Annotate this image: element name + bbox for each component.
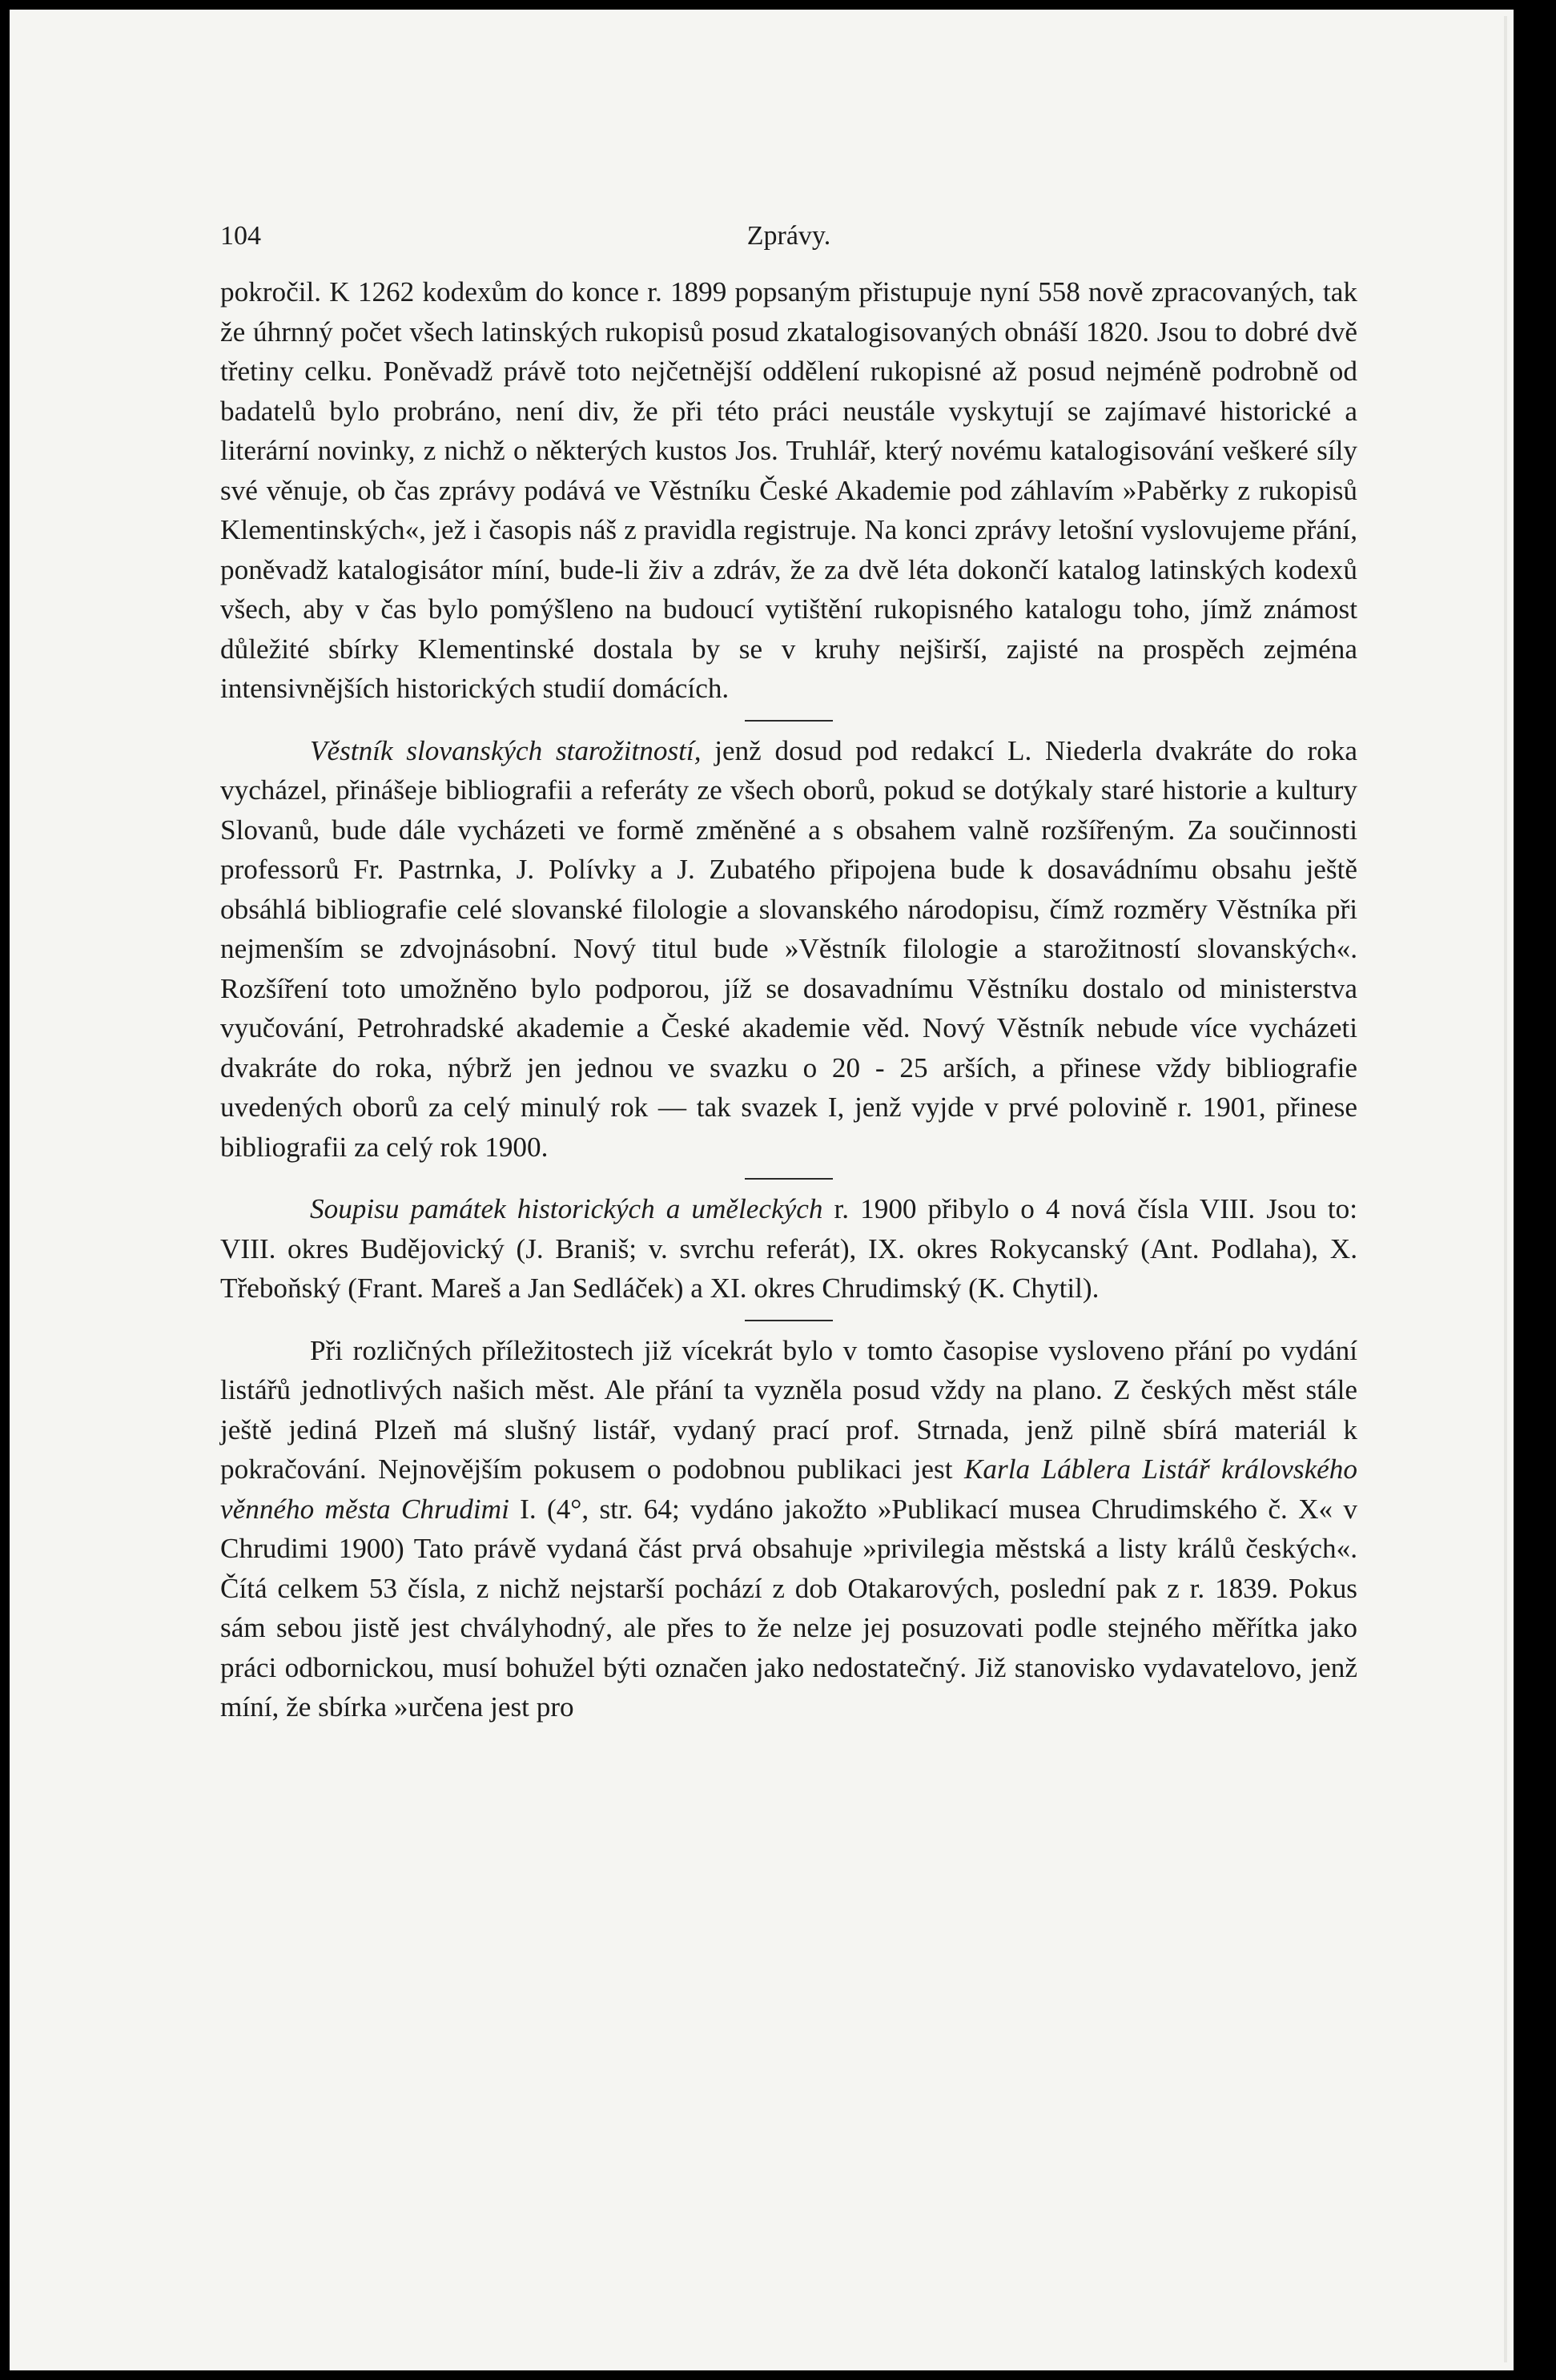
italic-title: Věstník slovanských starožitností, (310, 734, 702, 766)
section-divider (745, 720, 833, 722)
section-divider (745, 1178, 833, 1180)
paragraph-soupis (220, 1189, 1357, 1309)
paragraph-text: pokročil. K 1262 kodexům do konce r. 1899 popsaným přistupuje nyní 558 nově zpracovaných, tak že úhrnný počet všech latinských rukopisů posud zkatalogisovaných obnáší 1820. Jsou to dobré dvě třetiny celku. Poněvadž právě toto nejčetnější oddělení rukopisné až posud nejméně podrobně od badatelů bylo probráno, není div, že při této práci neustále vyskytují se zajímavé historické a literární novinky, z nichž o některých kustos Jos. Truhlář, který novému katalogisování veškeré síly své věnuje, ob čas zprávy podává ve Věstníku České Akademie pod záhlavím »Paběrky z rukopisů Klementinských«, jež i časopis náš z pravidla registruje. Na konci zprávy letošní vyslovujeme přání, poněvadž katalogisátor míní, bude-li živ a zdráv, že za dvě léta dokončí katalog latinských kodexů všech, aby v čas bylo pomýšleno na budoucí vytištění rukopisného katalogu toho, jímž známost důležité sbírky Klementinské dostala by se v kruhy nejširší, zajisté na prospěch zejména intensivnějších historických studií domácích. (220, 276, 1357, 704)
section-divider (745, 1320, 833, 1321)
paragraph-text: r. 1900 přibylo o 4 nová čísla VIII. Jsou to: VIII. okres Budějovický (J. Braniš; v. svrchu referát), IX. okres Rokycanský (Ant. Podlaha), X. Třeboňský (Frant. Mareš a Jan Sedláček) a XI. okres Chrudimský (K. Chytil). (220, 1193, 1357, 1304)
running-title: Zprávy. (746, 221, 831, 251)
page-content (220, 216, 1357, 1727)
page-number: 104 (220, 221, 261, 251)
paragraph-text: Při rozličných příležitostech již vícekrát bylo v tomto časopise vysloveno přání po vydání listářů jednotlivých našich měst. Ale přání ta vyzněla posud vždy na plano. Z českých měst stále ještě jediná Plzeň má slušný listář, vydaný prací prof. Strnada, jenž pilně sbírá materiál k pokračování. Nejnovějším pokusem o podobnou publikaci jest (220, 1334, 1357, 1485)
paragraph-text: I. (4°, str. 64; vydáno jakožto »Publikací musea Chrudimského č. X« v Chrudimi 1900) Tato právě vydaná část prvá obsahuje »privilegia městská a listy králů českých«. Čítá celkem 53 čísla, z nichž nejstarší pochází z dob Otakarových, poslední pak z r. 1839. Pokus sám sebou jistě jest chvályhodný, ale přes to že nelze jej posuzovati podle stejného měřítka jako práci odbornickou, musí bohužel býti označen jako nedostatečný. Již stanovisko vydavatelovo, jenž míní, že sbírka »určena jest pro (220, 1493, 1357, 1723)
running-header (220, 216, 1357, 272)
scan-border-right (1514, 0, 1556, 2380)
paragraph-manuscripts (220, 272, 1357, 709)
paragraph-vestnik (220, 731, 1357, 1168)
italic-title: Karla Láblera Listář královského věnného města Chrudimi (220, 1453, 1357, 1525)
page-edge-shadow (1504, 16, 1507, 2362)
italic-title: Soupisu památek historických a uměleckých (310, 1193, 823, 1224)
paragraph-text: jenž dosud pod redakcí L. Niederla dvakráte do roka vycházel, přinášeje bibliografii a referáty ze všech oborů, pokud se dotýkaly staré historie a kultury Slovanů, bude dále vycházeti ve formě změněné a s obsahem valně rozšířeným. Za součinnosti professorů Fr. Pastrnka, J. Polívky a J. Zubatého připojena bude k dosavádnímu obsahu ještě obsáhlá bibliografie celé slovanské filologie a slovanského národopisu, čímž rozměry Věstníka při nejmenším se zdvojnásobní. Nový titul bude »Věstník filologie a starožitností slovanských«. Rozšíření toto umožněno bylo podporou, jíž se dosavadnímu Věstníku dostalo od ministerstva vyučování, Petrohradské akademie a České akademie věd. Nový Věstník nebude více vycházeti dvakráte do roka, nýbrž jen jednou ve svazku o 20 - 25 arších, a přinese vždy bibliografie uvedených oborů za celý minulý rok — tak svazek I, jenž vyjde v prvé polovině r. 1901, přinese bibliografii za celý rok 1900. (220, 734, 1358, 1163)
paragraph-listare (220, 1331, 1357, 1727)
